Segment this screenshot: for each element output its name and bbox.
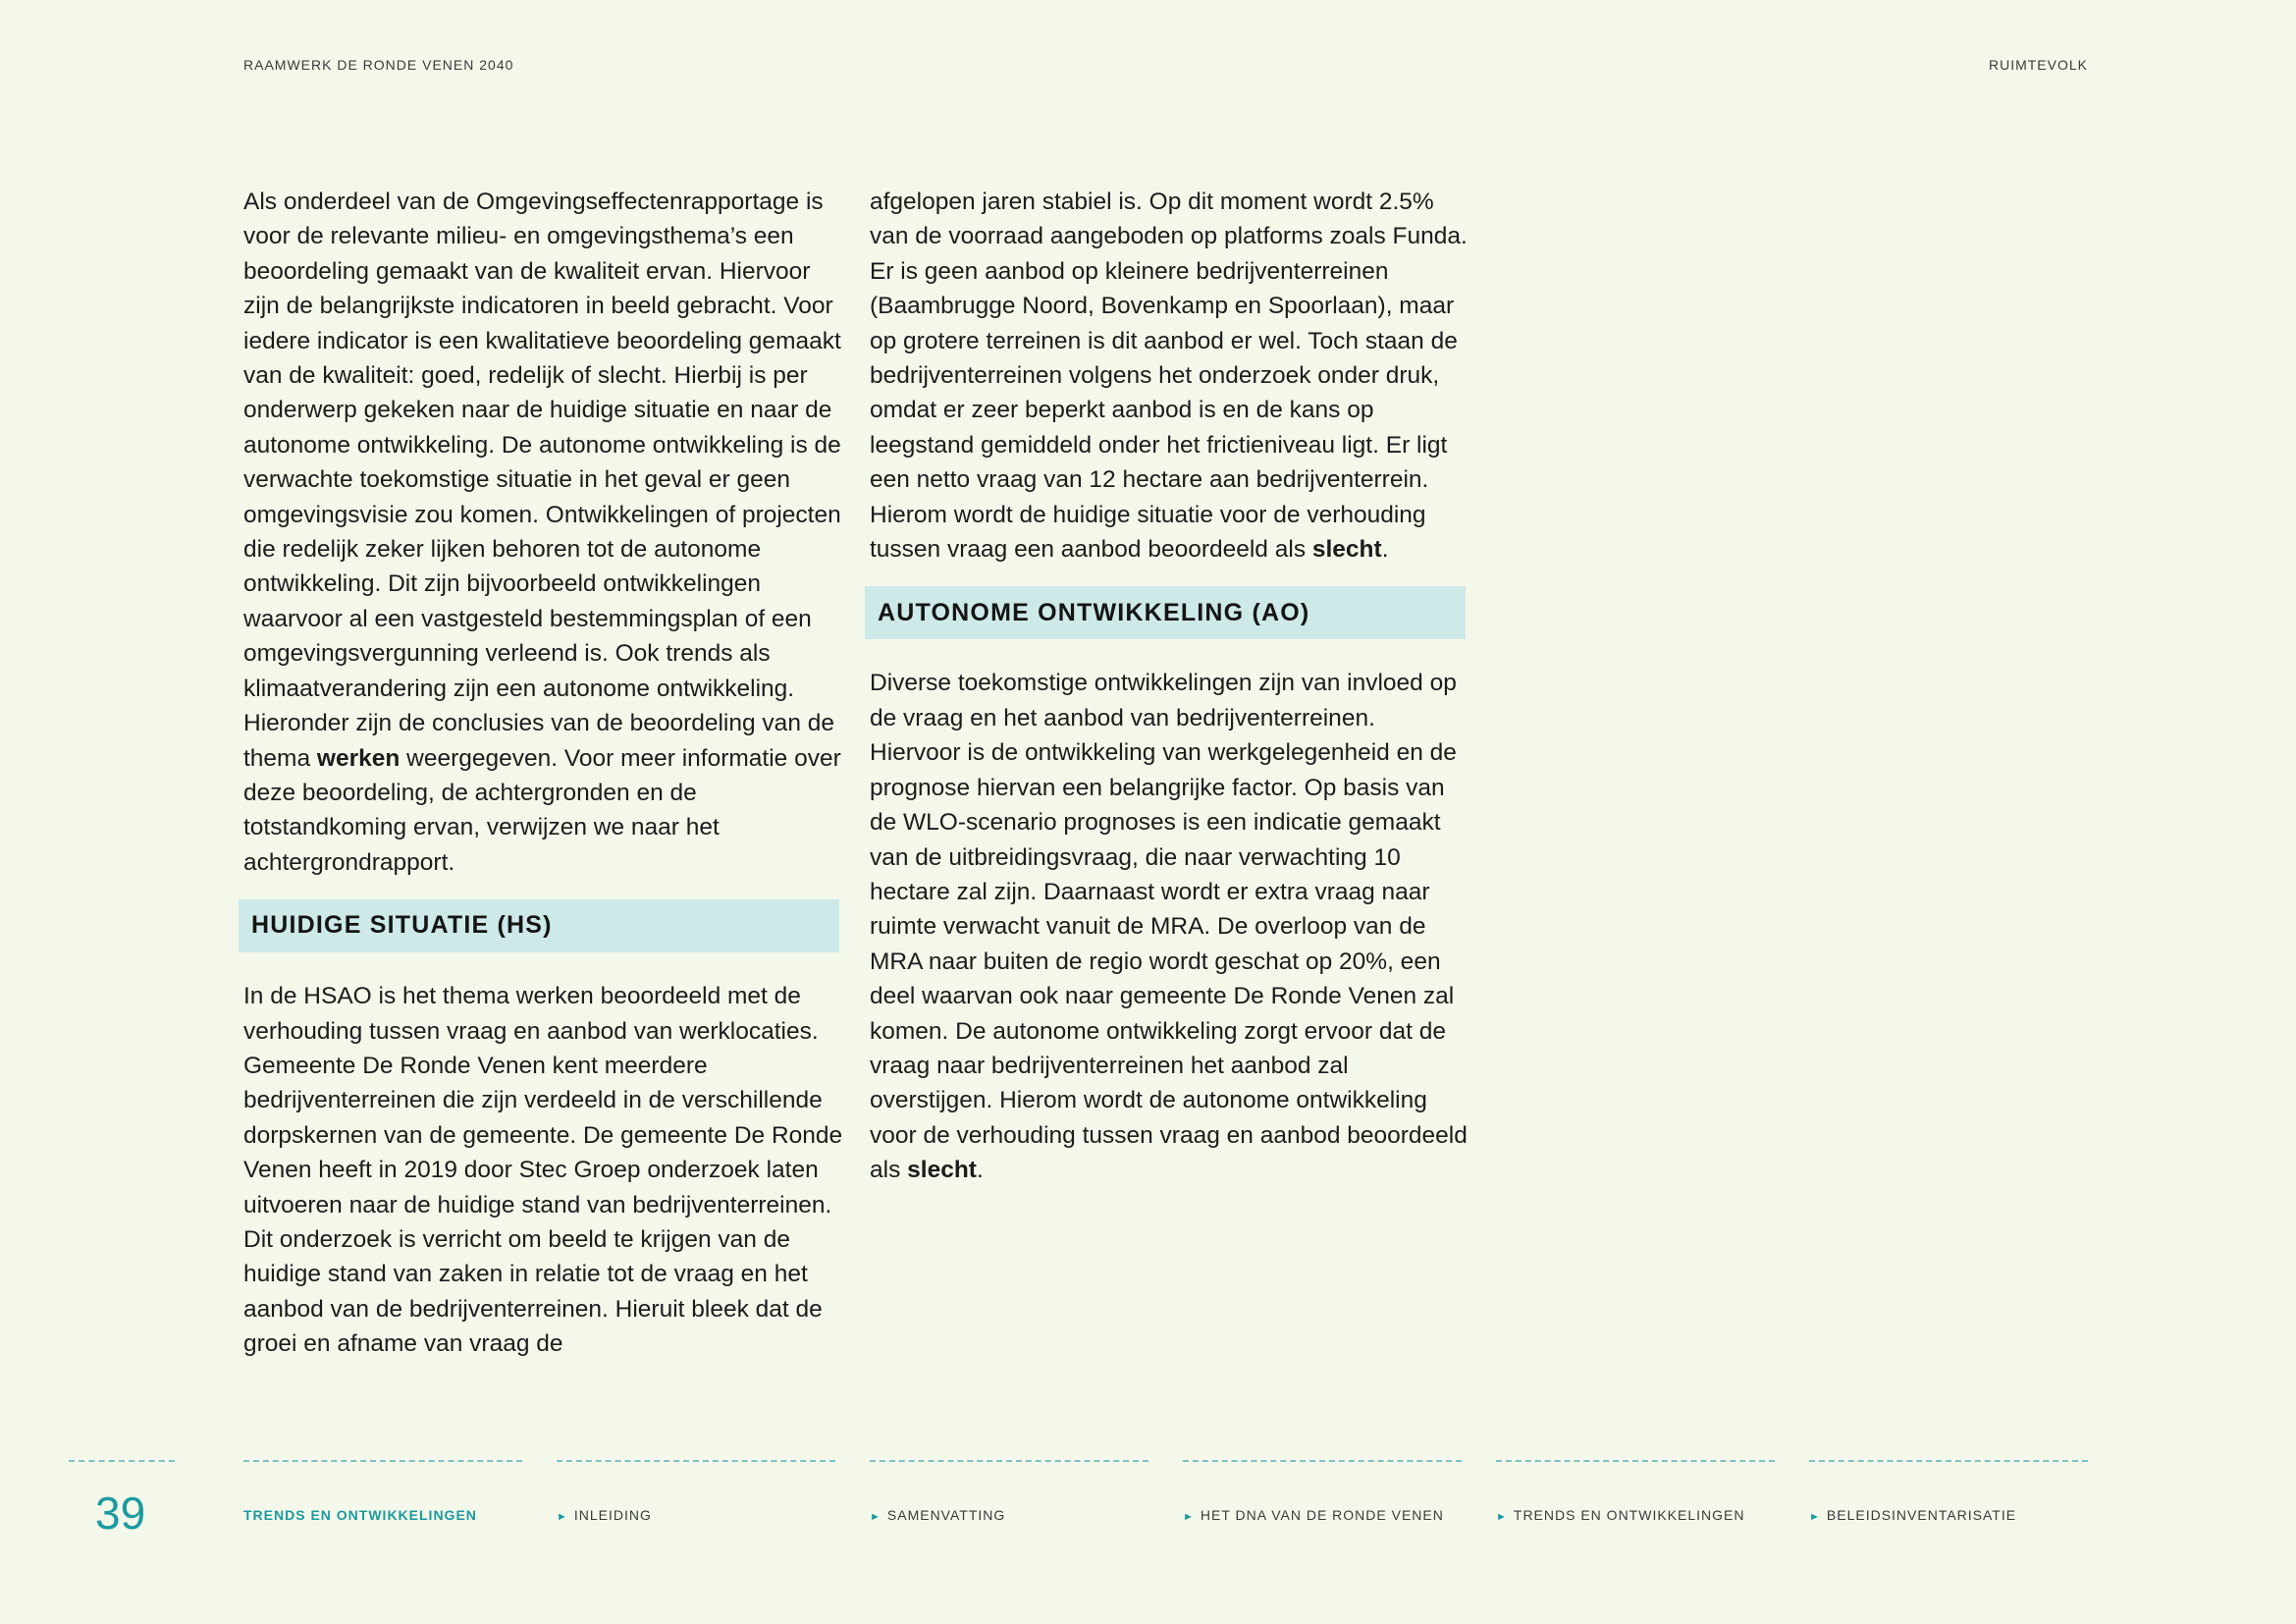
arrow-right-icon: ► [870, 1511, 881, 1523]
nav-link-label: BELEIDSINVENTARISATIE [1826, 1507, 2017, 1523]
footer-divider [1809, 1460, 2088, 1462]
arrow-right-icon: ► [557, 1511, 568, 1523]
intro-text-end: weergegeven. Voor meer informatie over deze beoordeling, de achtergronden en de totstandkoming ervan, verwijzen we naar het achtergrondrapport. [243, 744, 841, 876]
section-heading-autonome-ontwikkeling: AUTONOME ONTWIKKELING (AO) [865, 586, 1466, 639]
section-heading-huidige-situatie: HUIDIGE SITUATIE (HS) [239, 899, 839, 952]
footer-divider [870, 1460, 1148, 1462]
nav-link-label: TRENDS EN ONTWIKKELINGEN [1513, 1507, 1745, 1523]
ao-text-end: . [976, 1157, 984, 1184]
footer-divider [557, 1460, 835, 1462]
nav-link-trends[interactable] [1496, 1507, 1744, 1523]
continuation-text-end: . [1381, 536, 1389, 564]
footer-divider [243, 1460, 522, 1462]
nav-link-label: HET DNA VAN DE RONDE VENEN [1200, 1507, 1444, 1523]
huidige-situatie-paragraph: In de HSAO is het thema werken beoordeeld met de verhouding tussen vraag en aanbod van werklocaties. Gemeente De Ronde Venen kent meerdere bedrijventerreinen die zijn verdeeld in de verschillende dorpskernen van de gemeente. De gemeente De Ronde Venen heeft in 2019 door Stec Groep onderzoek laten uitvoeren naar de huidige stand van bedrijventerreinen. Dit onderzoek is verricht om beeld te krijgen van de huidige stand van zaken in relatie tot de vraag en het aanbod van de bedrijventerreinen. Hieruit bleek dat de groei en afname van vraag de [243, 983, 843, 1358]
ao-text: Diverse toekomstige ontwikkelingen zijn van invloed op de vraag en het aanbod van bedrijventerreinen. Hiervoor is de ontwikkeling van werkgelegenheid en de prognose hiervan een belangrijke factor. Op basis van de WLO-scenario prognoses is een indicatie gemaakt van de uitbreidingsvraag, die naar verwachting 10 hectare zal zijn. Daarnaast wordt er extra vraag naar ruimte verwacht vanuit de MRA. De overloop van de MRA naar buiten de regio wordt geschat op 20%, een deel waarvan ook naar gemeente De Ronde Venen zal komen. De autonome ontwikkeling zorgt ervoor dat de vraag naar bedrijventerreinen het aanbod zal overstijgen. Hierom wordt de autonome ontwikkeling voor de verhouding tussen vraag en aanbod beoordeeld als [870, 670, 1468, 1184]
nav-link-label: INLEIDING [573, 1507, 652, 1523]
intro-paragraph [243, 185, 844, 880]
intro-text: Als onderdeel van de Omgevingseffectenrapportage is voor de relevante milieu- en omgevingsthema’s een beoordeling gemaakt van de kwaliteit ervan. Hiervoor zijn de belangrijkste indicatoren in beeld gebracht. Voor iedere indicator is een kwalitatieve beoordeling gemaakt van de kwaliteit: goed, redelijk of slecht. Hierbij is per onderwerp gekeken naar de huidige situatie en naar de autonome ontwikkeling. De autonome ontwikkeling is de verwachte toekomstige situatie in het geval er geen omgevingsvisie zou komen. Ontwikkelingen of projecten die redelijk zeker lijken behoren tot de autonome ontwikkeling. Dit zijn bijvoorbeeld ontwikkelingen waarvoor al een vastgesteld bestemmingsplan of een omgevingsvergunning verleend is. Ook trends als klimaatverandering zijn een autonome ontwikkeling. Hieronder zijn de conclusies van de beoordeling van de thema [243, 189, 841, 772]
text-column-left [243, 185, 844, 1362]
current-section-label: TRENDS EN ONTWIKKELINGEN [243, 1507, 477, 1523]
nav-link-samenvatting[interactable] [870, 1507, 1005, 1523]
nav-link-label: SAMENVATTING [886, 1507, 1006, 1523]
footer-divider [69, 1460, 175, 1462]
document-title: RAAMWERK DE RONDE VENEN 2040 [243, 57, 514, 73]
publisher-name: RUIMTEVOLK [1988, 57, 2088, 73]
arrow-right-icon: ► [1809, 1511, 1821, 1523]
intro-bold-term: werken [316, 744, 400, 772]
footer-divider [1183, 1460, 1462, 1462]
arrow-right-icon: ► [1496, 1511, 1508, 1523]
autonome-ontwikkeling-paragraph [870, 666, 1470, 1187]
continuation-text: afgelopen jaren stabiel is. Op dit moment wordt 2.5% van de voorraad aangeboden op platforms zoals Funda. Er is geen aanbod op kleinere bedrijventerreinen (Baambrugge Noord, Bovenkamp en Spoorlaan), maar op grotere terreinen is dit aanbod er wel. Toch staan de bedrijventerreinen volgens het onderzoek onder druk, omdat er zeer beperkt aanbod is en de kans op leegstand gemiddeld onder het frictieniveau ligt. Er ligt een netto vraag van 12 hectare aan bedrijventerrein. Hierom wordt de huidige situatie voor de verhouding tussen vraag een aanbod beoordeeld als [870, 189, 1468, 564]
ao-bold-term: slecht [907, 1157, 977, 1184]
arrow-right-icon: ► [1183, 1511, 1195, 1523]
text-column-right [870, 185, 1470, 1188]
nav-link-beleidsinventarisatie[interactable] [1809, 1507, 2016, 1523]
continuation-bold-term: slecht [1311, 536, 1382, 564]
nav-link-inleiding[interactable] [557, 1507, 652, 1523]
nav-link-het-dna[interactable] [1183, 1507, 1444, 1523]
continuation-paragraph [870, 185, 1470, 567]
footer-divider [1496, 1460, 1775, 1462]
page-number: 39 [95, 1488, 146, 1539]
